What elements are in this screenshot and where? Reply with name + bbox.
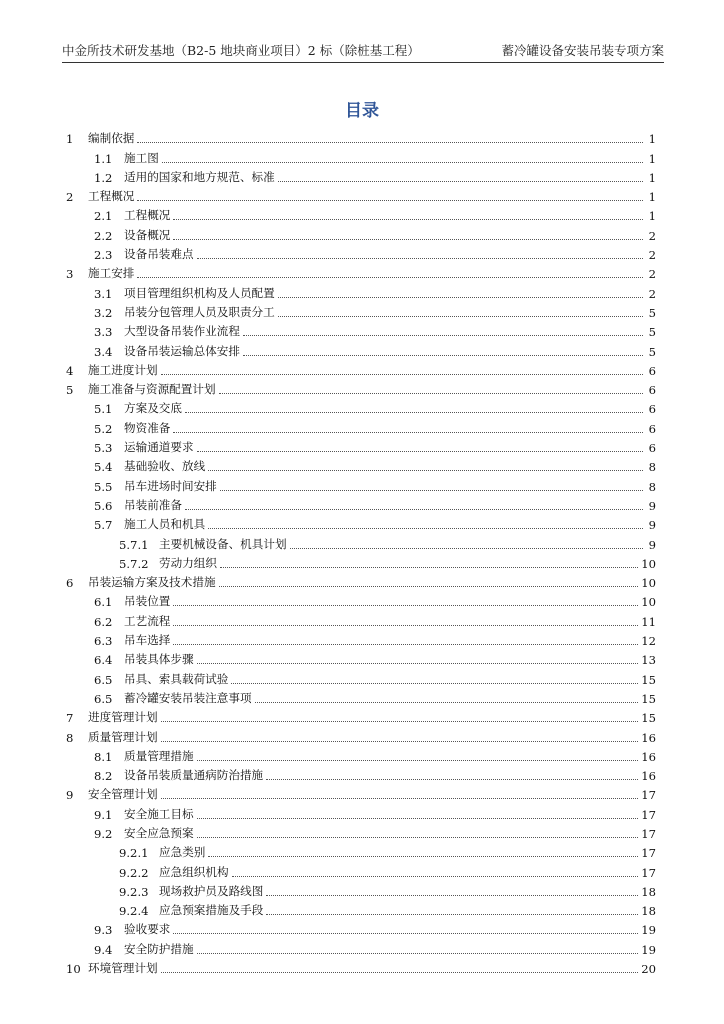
toc-leader-dots xyxy=(243,354,643,356)
toc-entry-page: 15 xyxy=(641,672,656,687)
toc-leader-dots xyxy=(197,759,639,761)
toc-entry[interactable] xyxy=(66,127,656,146)
toc-entry-page: 17 xyxy=(641,826,656,841)
toc-entry[interactable] xyxy=(66,494,656,513)
toc-entry-number: 9.2.4 xyxy=(119,904,149,919)
toc-entry-title: 劳动力组织 xyxy=(159,555,217,570)
toc-leader-dots xyxy=(231,682,638,684)
toc-entry[interactable] xyxy=(66,223,656,242)
toc-entry[interactable] xyxy=(66,204,656,223)
toc-entry-title: 质量管理计划 xyxy=(88,729,158,744)
toc-entry-page: 17 xyxy=(641,846,656,861)
toc-entry-page: 6 xyxy=(648,402,656,417)
toc-entry[interactable] xyxy=(66,957,656,976)
toc-leader-dots xyxy=(137,276,643,278)
toc-entry-page: 9 xyxy=(648,518,656,533)
toc-leader-dots xyxy=(161,373,643,375)
toc-entry[interactable] xyxy=(66,301,656,320)
toc-entry-title: 质量管理措施 xyxy=(124,748,194,763)
toc-entry-number: 1.2 xyxy=(94,170,113,185)
toc-entry-title: 应急预案措施及手段 xyxy=(159,903,264,918)
toc-entry-page: 10 xyxy=(641,556,656,571)
toc-entry-number: 2.3 xyxy=(94,248,113,263)
toc-entry-title: 施工进度计划 xyxy=(88,362,158,377)
toc-entry-page: 5 xyxy=(648,305,656,320)
toc-leader-dots xyxy=(162,161,643,163)
toc-entry-page: 16 xyxy=(641,730,656,745)
toc-leader-dots xyxy=(266,913,638,915)
toc-entry[interactable] xyxy=(66,802,656,821)
toc-entry-title: 验收要求 xyxy=(124,922,171,937)
toc-entry-number: 6.4 xyxy=(94,653,113,668)
toc-leader-dots xyxy=(197,662,639,664)
toc-entry-title: 施工准备与资源配置计划 xyxy=(88,382,216,397)
toc-entry[interactable] xyxy=(66,185,656,204)
toc-entry-title: 安全管理计划 xyxy=(88,787,158,802)
toc-leader-dots xyxy=(197,817,639,819)
toc-leader-dots xyxy=(197,836,639,838)
toc-entry-title: 方案及交底 xyxy=(124,401,182,416)
toc-entry-number: 8.1 xyxy=(94,749,113,764)
toc-entry-title: 设备吊装难点 xyxy=(124,247,194,262)
toc-entry-number: 1.1 xyxy=(94,151,113,166)
toc-entry[interactable] xyxy=(66,397,656,416)
toc-entry[interactable] xyxy=(66,378,656,397)
toc-entry[interactable] xyxy=(66,474,656,493)
toc-entry-number: 5.6 xyxy=(94,498,113,513)
toc-leader-dots xyxy=(185,508,643,510)
toc-entry[interactable] xyxy=(66,146,656,165)
toc-leader-dots xyxy=(161,740,639,742)
toc-entry-number: 9.4 xyxy=(94,942,113,957)
toc-entry-number: 3 xyxy=(66,267,74,282)
toc-entry[interactable] xyxy=(66,243,656,262)
toc-leader-dots xyxy=(266,894,638,896)
toc-leader-dots xyxy=(243,334,643,336)
toc-entry[interactable] xyxy=(66,455,656,474)
toc-entry-page: 16 xyxy=(641,769,656,784)
toc-leader-dots xyxy=(255,701,639,703)
toc-leader-dots xyxy=(220,566,638,568)
toc-entry-number: 2.1 xyxy=(94,209,113,224)
toc-entry[interactable] xyxy=(66,281,656,300)
toc-leader-dots xyxy=(173,643,638,645)
toc-entry[interactable] xyxy=(66,783,656,802)
toc-leader-dots xyxy=(185,411,643,413)
toc-entry-page: 10 xyxy=(641,576,656,591)
toc-entry-title: 吊装前准备 xyxy=(124,497,182,512)
toc-entry-title: 现场救护员及路线图 xyxy=(159,883,264,898)
toc-leader-dots xyxy=(137,199,643,201)
toc-entry-title: 工艺流程 xyxy=(124,613,171,628)
toc-entry-title: 进度管理计划 xyxy=(88,710,158,725)
toc-entry-title: 主要机械设备、机具计划 xyxy=(159,536,287,551)
toc-entry-number: 9.2 xyxy=(94,826,113,841)
toc-entry[interactable] xyxy=(66,359,656,378)
toc-entry-title: 吊装运输方案及技术措施 xyxy=(88,575,216,590)
toc-entry-number: 2.2 xyxy=(94,228,113,243)
toc-entry-number: 9.2.2 xyxy=(119,865,149,880)
toc-leader-dots xyxy=(197,450,643,452)
toc-entry-page: 10 xyxy=(641,595,656,610)
toc-leader-dots xyxy=(173,604,638,606)
page-header xyxy=(62,40,664,63)
toc-entry[interactable] xyxy=(66,918,656,937)
toc-entry-page: 1 xyxy=(648,170,656,185)
toc-entry-title: 设备概况 xyxy=(124,227,171,242)
toc-entry-title: 施工安排 xyxy=(88,266,135,281)
toc-entry-page: 9 xyxy=(648,537,656,552)
toc-entry[interactable] xyxy=(66,320,656,339)
toc-entry-number: 6.2 xyxy=(94,614,113,629)
toc-entry-page: 6 xyxy=(648,421,656,436)
toc-entry-page: 2 xyxy=(648,248,656,263)
toc-entry[interactable] xyxy=(66,880,656,899)
toc-leader-dots xyxy=(173,932,638,934)
toc-entry-number: 8 xyxy=(66,730,74,745)
toc-entry-number: 5.1 xyxy=(94,402,113,417)
toc-entry-title: 设备吊装运输总体安排 xyxy=(124,343,240,358)
toc-entry[interactable] xyxy=(66,552,656,571)
toc-entry-title: 设备吊装质量通病防治措施 xyxy=(124,768,264,783)
toc-entry-title: 应急组织机构 xyxy=(159,864,229,879)
toc-entry-title: 吊具、索具载荷试验 xyxy=(124,671,229,686)
toc-leader-dots xyxy=(161,797,639,799)
toc-entry-page: 2 xyxy=(648,286,656,301)
toc-entry-number: 6.1 xyxy=(94,595,113,610)
toc-leader-dots xyxy=(173,218,643,220)
toc-entry-number: 2 xyxy=(66,190,74,205)
toc-entry[interactable] xyxy=(66,532,656,551)
toc-entry-page: 13 xyxy=(641,653,656,668)
toc-entry-page: 19 xyxy=(641,923,656,938)
toc-entry-page: 18 xyxy=(641,904,656,919)
toc-leader-dots xyxy=(173,431,643,433)
toc-entry[interactable] xyxy=(66,262,656,281)
toc-entry-title: 蓄冷罐安装吊装注意事项 xyxy=(124,690,252,705)
toc-entry[interactable] xyxy=(66,841,656,860)
toc-entry-number: 5.5 xyxy=(94,479,113,494)
toc-entry-page: 1 xyxy=(648,209,656,224)
toc-entry-number: 5.7.1 xyxy=(119,537,149,552)
toc-entry-title: 吊车进场时间安排 xyxy=(124,478,217,493)
toc-entry-title: 运输通道要求 xyxy=(124,440,194,455)
toc-leader-dots xyxy=(278,315,643,317)
toc-entry-page: 17 xyxy=(641,788,656,803)
toc-entry-number: 3.1 xyxy=(94,286,113,301)
toc-entry[interactable] xyxy=(66,629,656,648)
toc-entry-page: 11 xyxy=(641,614,656,629)
toc-entry[interactable] xyxy=(66,667,656,686)
toc-entry-number: 5.4 xyxy=(94,460,113,475)
toc-entry-title: 安全施工目标 xyxy=(124,806,194,821)
toc-entry-title: 安全应急预案 xyxy=(124,825,194,840)
toc-entry[interactable] xyxy=(66,648,656,667)
toc-leader-dots xyxy=(173,624,638,626)
toc-entry-page: 18 xyxy=(641,884,656,899)
toc-entry-page: 2 xyxy=(648,228,656,243)
toc-entry-number: 6.3 xyxy=(94,634,113,649)
toc-entry-title: 吊车选择 xyxy=(124,633,171,648)
toc-entry-number: 3.2 xyxy=(94,305,113,320)
toc-entry-title: 施工图 xyxy=(124,150,159,165)
toc-entry-page: 6 xyxy=(648,441,656,456)
toc-entry-number: 5.7 xyxy=(94,518,113,533)
toc-entry-page: 20 xyxy=(641,962,656,977)
toc-entry-number: 9.2.1 xyxy=(119,846,149,861)
toc-entry-title: 编制依据 xyxy=(88,131,135,146)
toc-entry-number: 1 xyxy=(66,132,74,147)
toc-leader-dots xyxy=(161,971,639,973)
toc-entry-number: 9.3 xyxy=(94,923,113,938)
toc-entry[interactable] xyxy=(66,860,656,879)
toc-leader-dots xyxy=(208,527,643,529)
toc-entry[interactable] xyxy=(66,687,656,706)
toc-entry-number: 3.3 xyxy=(94,325,113,340)
toc-entry[interactable] xyxy=(66,725,656,744)
toc-leader-dots xyxy=(278,180,643,182)
toc-entry-page: 5 xyxy=(648,325,656,340)
toc-entry[interactable] xyxy=(66,706,656,725)
toc-entry-title: 工程概况 xyxy=(88,189,135,204)
toc-entry[interactable] xyxy=(66,899,656,918)
toc-entry-number: 5 xyxy=(66,383,74,398)
toc-entry-title: 项目管理组织机构及人员配置 xyxy=(124,285,275,300)
toc-entry[interactable] xyxy=(66,590,656,609)
toc-leader-dots xyxy=(208,855,638,857)
toc-entry-page: 5 xyxy=(648,344,656,359)
toc-entry-number: 10 xyxy=(66,962,81,977)
toc-leader-dots xyxy=(197,952,639,954)
toc-entry-title: 适用的国家和地方规范、标准 xyxy=(124,169,275,184)
toc-entry[interactable] xyxy=(66,764,656,783)
toc-entry[interactable] xyxy=(66,571,656,590)
toc-entry-title: 吊装具体步骤 xyxy=(124,652,194,667)
toc-entry-page: 8 xyxy=(648,460,656,475)
toc-leader-dots xyxy=(232,875,639,877)
header-document-name: 蓄冷罐设备安装吊装专项方案 xyxy=(501,43,664,58)
toc-entry-page: 1 xyxy=(648,190,656,205)
toc-leader-dots xyxy=(290,547,643,549)
toc-entry-title: 环境管理计划 xyxy=(88,961,158,976)
toc-entry-title: 安全防护措施 xyxy=(124,941,194,956)
toc-leader-dots xyxy=(208,469,643,471)
toc-entry-page: 15 xyxy=(641,691,656,706)
toc-title: 目录 xyxy=(345,101,379,121)
toc-entry-number: 8.2 xyxy=(94,769,113,784)
toc-leader-dots xyxy=(266,778,638,780)
toc-entry-page: 9 xyxy=(648,498,656,513)
toc-entry-page: 1 xyxy=(648,151,656,166)
toc-entry-title: 物资准备 xyxy=(124,420,171,435)
toc-entry-number: 9.1 xyxy=(94,807,113,822)
toc-entry-number: 5.2 xyxy=(94,421,113,436)
toc-entry-number: 3.4 xyxy=(94,344,113,359)
toc-leader-dots xyxy=(278,296,643,298)
toc-leader-dots xyxy=(220,489,643,491)
toc-entry-number: 6.5 xyxy=(94,691,113,706)
toc-entry-title: 基础验收、放线 xyxy=(124,459,206,474)
toc-entry-page: 19 xyxy=(641,942,656,957)
toc-leader-dots xyxy=(219,392,643,394)
toc-leader-dots xyxy=(161,720,639,722)
toc-entry-page: 2 xyxy=(648,267,656,282)
toc-entry-number: 7 xyxy=(66,711,74,726)
toc-leader-dots xyxy=(137,141,643,143)
toc-entry-number: 5.7.2 xyxy=(119,556,149,571)
toc-entry-page: 15 xyxy=(641,711,656,726)
toc-entry-number: 4 xyxy=(66,363,74,378)
toc-entry-number: 6.5 xyxy=(94,672,113,687)
toc-entry-title: 吊装位置 xyxy=(124,594,171,609)
toc-entry-page: 17 xyxy=(641,865,656,880)
toc-entry[interactable] xyxy=(66,436,656,455)
toc-entry-page: 6 xyxy=(648,363,656,378)
table-of-contents xyxy=(66,127,656,976)
toc-entry-page: 1 xyxy=(648,132,656,147)
toc-entry-title: 工程概况 xyxy=(124,208,171,223)
toc-entry-title: 应急类别 xyxy=(159,845,206,860)
toc-entry[interactable] xyxy=(66,339,656,358)
toc-entry[interactable] xyxy=(66,513,656,532)
toc-entry-number: 6 xyxy=(66,576,74,591)
header-project-name: 中金所技术研发基地（B2-5 地块商业项目）2 标（除桩基工程） xyxy=(62,43,420,58)
toc-entry[interactable] xyxy=(66,416,656,435)
toc-entry-title: 大型设备吊装作业流程 xyxy=(124,324,240,339)
toc-entry-number: 5.3 xyxy=(94,441,113,456)
toc-entry-title: 吊装分包管理人员及职责分工 xyxy=(124,304,275,319)
toc-entry-number: 9 xyxy=(66,788,74,803)
toc-entry-title: 施工人员和机具 xyxy=(124,517,206,532)
toc-entry-page: 17 xyxy=(641,807,656,822)
toc-entry-page: 12 xyxy=(641,634,656,649)
toc-leader-dots xyxy=(173,238,643,240)
toc-entry-number: 9.2.3 xyxy=(119,884,149,899)
toc-entry[interactable] xyxy=(66,745,656,764)
toc-leader-dots xyxy=(219,585,639,587)
toc-entry[interactable] xyxy=(66,166,656,185)
toc-entry-page: 8 xyxy=(648,479,656,494)
toc-entry[interactable] xyxy=(66,822,656,841)
toc-entry-page: 6 xyxy=(648,383,656,398)
toc-entry[interactable] xyxy=(66,937,656,956)
toc-leader-dots xyxy=(197,257,643,259)
toc-entry[interactable] xyxy=(66,609,656,628)
toc-entry-page: 16 xyxy=(641,749,656,764)
